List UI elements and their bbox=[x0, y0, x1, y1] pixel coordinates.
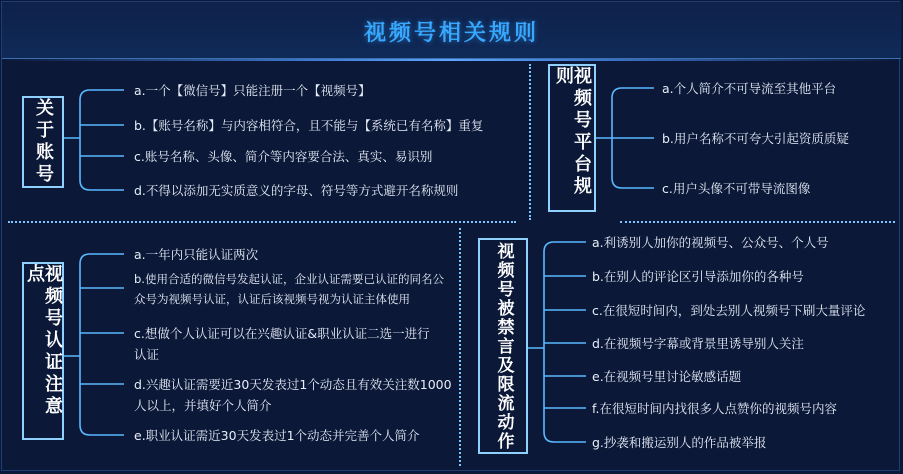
account-rule-d: d.不得以添加无实质意义的字母、符号等方式避开名称规则 bbox=[134, 183, 459, 198]
platform-rule-c: c.用户头像不可带导流图像 bbox=[662, 181, 811, 196]
divider-top-left bbox=[8, 221, 516, 223]
account-rule-a: a.一个【微信号】只能注册一个【视频号】 bbox=[134, 83, 371, 98]
restriction-b: b.在别人的评论区引导添加你的各种号 bbox=[592, 269, 804, 284]
divider-upper-vertical bbox=[529, 64, 531, 220]
restriction-e: e.在视频号里讨论敏感话题 bbox=[592, 369, 742, 384]
restriction-c: c.在很短时间内，到处去别人视频号下刷大量评论 bbox=[592, 303, 866, 318]
cert-rule-e: e.职业认证需近30天发表过1个动态并完善个人简介 bbox=[134, 428, 420, 443]
title-band bbox=[2, 2, 901, 59]
cert-rule-c: c.想做个人认证可以在兴趣认证&职业认证二选一进行认证 bbox=[134, 326, 430, 362]
divider-lower-vertical bbox=[459, 228, 461, 466]
cert-rule-d: d.兴趣认证需要近30天发表过1个动态且有效关注数1000人以上，并填好个人简介 bbox=[134, 377, 452, 413]
restriction-f: f.在很短时间内找很多人点赞你的视频号内容 bbox=[592, 401, 837, 416]
section-label-platform: 视频号平台规则 bbox=[548, 64, 596, 212]
section-label-restrictions: 视频号被禁言及限流动作 bbox=[478, 238, 528, 454]
section-label-certification: 视频号认证注意点 bbox=[22, 262, 64, 440]
divider-top-right bbox=[620, 221, 895, 223]
restriction-g: g.抄袭和搬运别人的作品被举报 bbox=[592, 435, 767, 450]
cert-rule-a: a.一年内只能认证两次 bbox=[134, 247, 259, 262]
section-label-account: 关于账号 bbox=[22, 96, 64, 188]
cert-rule-b: b.使用合适的微信号发起认证，企业认证需要已认证的同名公众号为视频号认证，认证后该视频号视为认证主体使用 bbox=[134, 272, 444, 306]
page-title: 视频号相关规则 bbox=[363, 21, 539, 46]
restriction-a: a.利诱别人加你的视频号、公众号、个人号 bbox=[592, 235, 829, 250]
restriction-d: d.在视频号字幕或背景里诱导别人关注 bbox=[592, 336, 804, 351]
account-rule-c: c.账号名称、头像、简介等内容要合法、真实、易识别 bbox=[134, 149, 433, 164]
platform-rule-a: a.个人简介不可导流至其他平台 bbox=[662, 81, 837, 96]
account-rule-b: b.【账号名称】与内容相符合，且不能与【系统已有名称】重复 bbox=[134, 118, 484, 133]
platform-rule-b: b.用户名称不可夸大引起资质质疑 bbox=[662, 131, 849, 146]
